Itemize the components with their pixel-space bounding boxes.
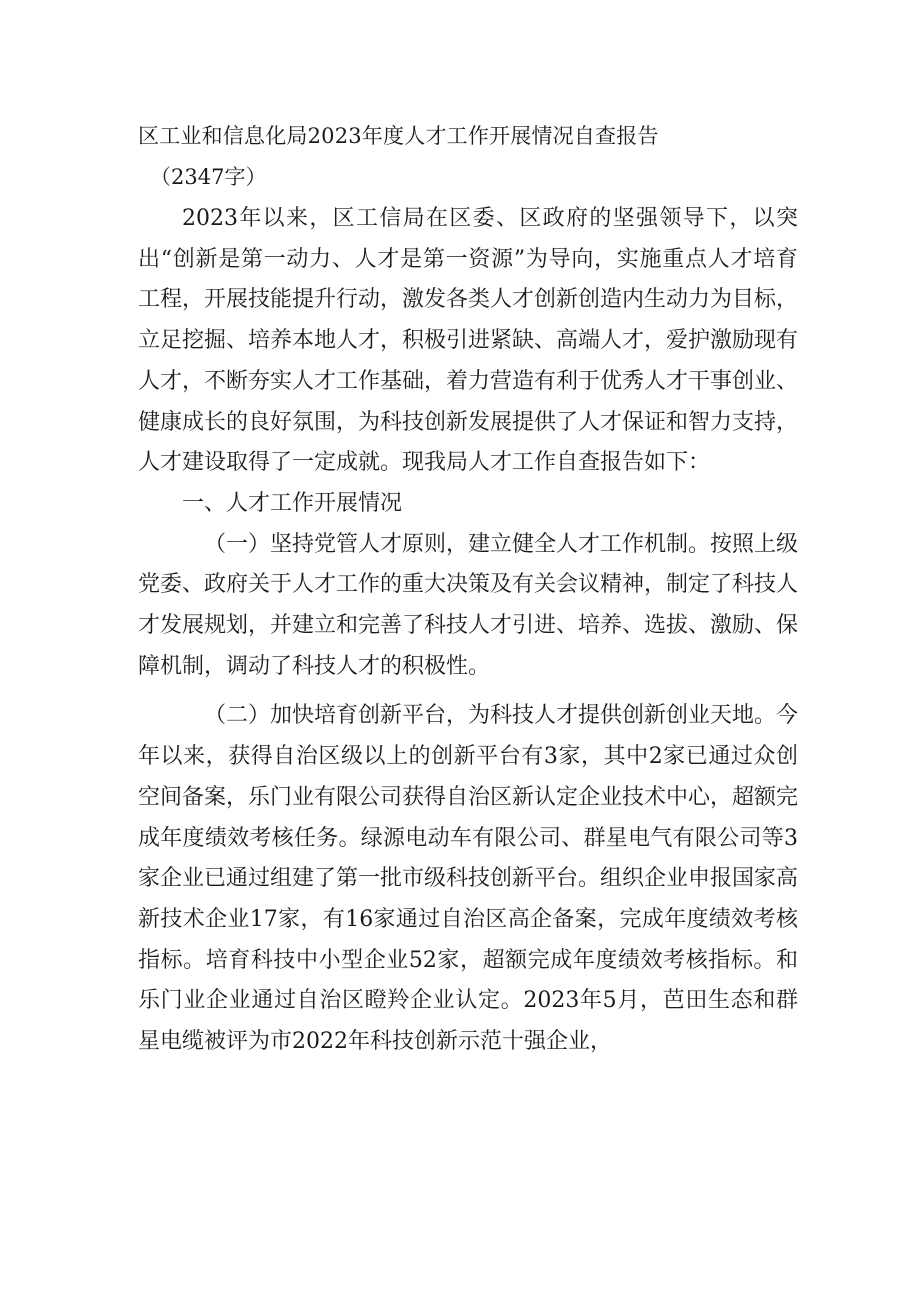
document-title: 区工业和信息化局2023年度人才工作开展情况自查报告 [138,124,659,148]
intro-paragraph: 2023年以来，区工信局在区委、区政府的坚强领导下，以突出“创新是第一动力、人才是第一资源”为导向，实施重点人才培育工程，开展技能提升行动，激发各类人才创新创造内生动力为目标，立足挖掘、培养本地人才，积极引进紧缺、高端人才，爱护激励现有人才，不断夯实人才工作基础，着力营造有利于优秀人才干事创业、健康成长的良好氛围，为科技创新发展提供了人才保证和智力支持，人才建设取得了一定成就。现我局人才工作自查报告如下： [138,206,799,476]
item-paragraph-1: （一）坚持党管人才原则，建立健全人才工作机制。按照上级党委、政府关于人才工作的重大决策及有关会议精神，制定了科技人才发展规划，并建立和完善了科技人才引进、培养、选拔、激励、保障机制，调动了科技人才的积极性。 [138,531,799,679]
paragraph-gap [138,687,798,696]
item-paragraph-2: （二）加快培育创新平台，为科技人才提供创新创业天地。今年以来，获得自治区级以上的创新平台有3家，其中2家已通过众创空间备案，乐门业有限公司获得自治区新认定企业技术中心，超额完成年度绩效考核任务。绿源电动车有限公司、群星电气有限公司等3家企业已通过组建了第一批市级科技创新平台。组织企业申报国家高新技术企业17家，有16家通过自治区高企备案，完成年度绩效考核指标。培育科技中小型企业52家，超额完成年度绩效考核指标。和乐门业企业通过自治区瞪羚企业认定。2023年5月，芭田生态和群星电缆被评为市2022年科技创新示范十强企业， [138,703,799,1055]
word-count: （2347字） [150,165,267,189]
section-heading: 一、人才工作开展情况 [182,490,403,516]
document-body [138,199,798,1063]
